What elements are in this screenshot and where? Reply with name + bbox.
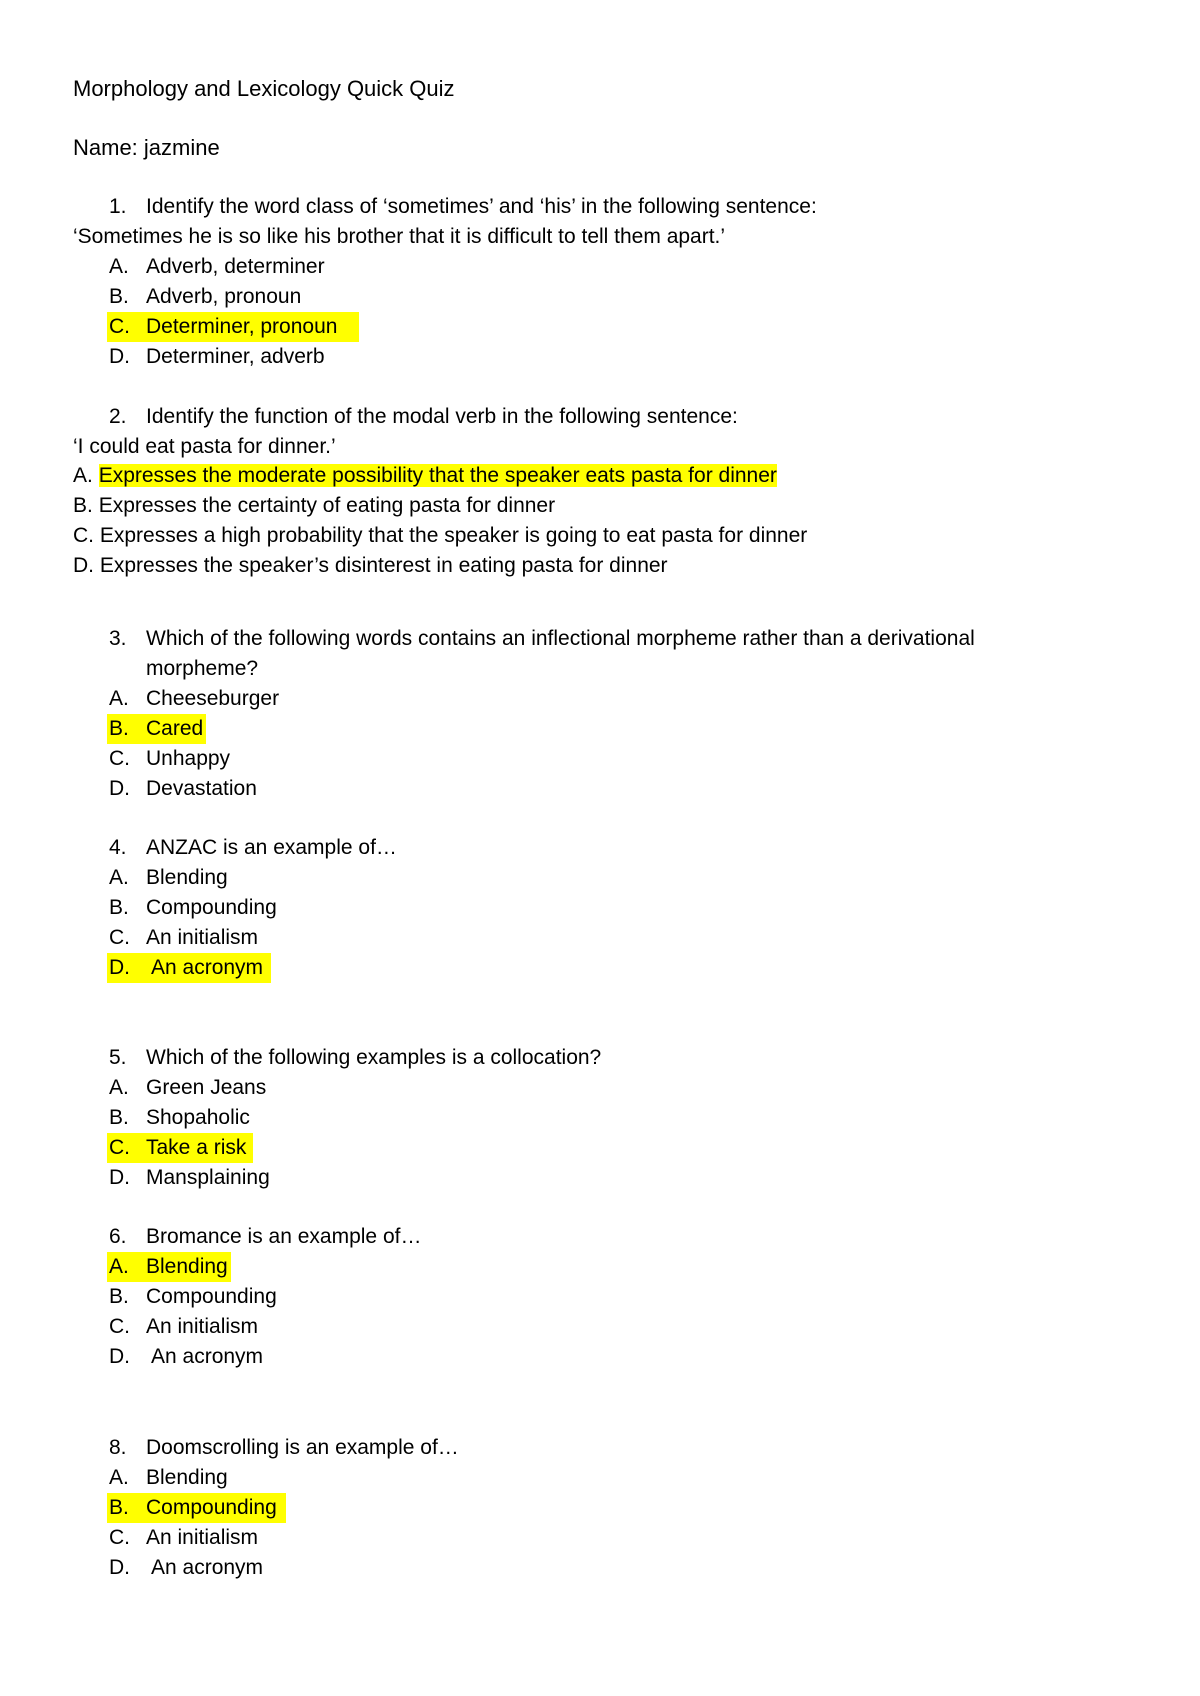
question-6-option-b bbox=[0, 1282, 1200, 1312]
option-letter: D. bbox=[109, 345, 130, 368]
question-text: Which of the following words contains an inflectional morpheme rather than a derivational bbox=[146, 627, 975, 650]
question-8-option-d bbox=[0, 1553, 1200, 1583]
option-letter: A. bbox=[109, 1076, 129, 1099]
option-text: An initialism bbox=[146, 1315, 259, 1338]
question-1-option-b bbox=[0, 282, 1200, 312]
question-3-option-b bbox=[0, 714, 1200, 744]
option-text: Expresses the speaker’s disinterest in eating pasta for dinner bbox=[99, 554, 668, 577]
question-2-option-b bbox=[73, 491, 555, 521]
option-letter: A. bbox=[109, 1466, 129, 1489]
question-4-option-d bbox=[0, 953, 1200, 983]
option-letter: A. bbox=[109, 866, 129, 889]
option-letter: B. bbox=[109, 1285, 129, 1308]
question-5 bbox=[0, 1043, 1200, 1073]
option-text: Determiner, adverb bbox=[146, 345, 325, 368]
question-text: ANZAC is an example of… bbox=[146, 836, 397, 859]
option-letter: B. bbox=[73, 494, 93, 517]
question-6-option-a bbox=[0, 1252, 1200, 1282]
option-letter: A. bbox=[109, 687, 129, 710]
option-letter: B. bbox=[109, 285, 129, 308]
option-text: Unhappy bbox=[146, 747, 231, 770]
question-text: Which of the following examples is a collocation? bbox=[146, 1046, 602, 1069]
document-title: Morphology and Lexicology Quick Quiz bbox=[73, 76, 455, 101]
option-letter: D. bbox=[109, 1345, 130, 1368]
option-text: Green Jeans bbox=[146, 1076, 267, 1099]
option-letter: C. bbox=[109, 747, 130, 770]
question-3-option-a bbox=[0, 684, 1200, 714]
question-2-option-c bbox=[73, 521, 807, 551]
option-text: Compounding bbox=[146, 1496, 277, 1519]
question-8-option-b bbox=[0, 1493, 1200, 1523]
option-letter: B. bbox=[109, 717, 129, 740]
question-1-sentence: ‘Sometimes he is so like his brother that it is difficult to tell them apart.’ bbox=[73, 225, 726, 248]
option-letter: D. bbox=[109, 1166, 130, 1189]
option-text: Blending bbox=[146, 1255, 228, 1278]
question-3-continued bbox=[0, 654, 1200, 684]
question-3 bbox=[0, 624, 1200, 654]
question-text: Identify the word class of ‘sometimes’ and ‘his’ in the following sentence: bbox=[146, 195, 817, 218]
option-text: Adverb, determiner bbox=[146, 255, 325, 278]
option-text: Adverb, pronoun bbox=[146, 285, 302, 308]
option-letter: D. bbox=[109, 777, 130, 800]
question-number: 8. bbox=[109, 1436, 127, 1459]
question-text: Doomscrolling is an example of… bbox=[146, 1436, 459, 1459]
option-letter: C. bbox=[109, 1526, 130, 1549]
option-text: Expresses the certainty of eating pasta for dinner bbox=[98, 494, 556, 517]
option-letter: C. bbox=[109, 1315, 130, 1338]
question-8-option-a bbox=[0, 1463, 1200, 1493]
question-1-option-a bbox=[0, 252, 1200, 282]
question-4-option-a bbox=[0, 863, 1200, 893]
option-letter: A. bbox=[73, 464, 93, 487]
option-text: Take a risk bbox=[146, 1136, 247, 1159]
option-letter: C. bbox=[109, 315, 130, 338]
question-4 bbox=[0, 833, 1200, 863]
question-5-option-c bbox=[0, 1133, 1200, 1163]
option-text: Cheeseburger bbox=[146, 687, 280, 710]
question-2-option-d bbox=[73, 551, 668, 581]
option-letter: D. bbox=[73, 554, 94, 577]
question-text: Identify the function of the modal verb in the following sentence: bbox=[146, 405, 738, 428]
option-text: An initialism bbox=[146, 926, 259, 949]
question-number: 1. bbox=[109, 195, 127, 218]
option-letter: A. bbox=[109, 1255, 129, 1278]
question-1 bbox=[0, 192, 1200, 222]
question-number: 3. bbox=[109, 627, 127, 650]
option-letter: A. bbox=[109, 255, 129, 278]
question-3-option-d bbox=[0, 774, 1200, 804]
option-text: An acronym bbox=[151, 1556, 264, 1579]
question-number: 4. bbox=[109, 836, 127, 859]
question-2 bbox=[0, 402, 1200, 432]
option-text: Compounding bbox=[146, 1285, 277, 1308]
option-letter: D. bbox=[109, 956, 130, 979]
option-letter: D. bbox=[109, 1556, 130, 1579]
question-1-option-c bbox=[0, 312, 1200, 342]
question-text: morpheme? bbox=[146, 657, 259, 680]
option-text: An initialism bbox=[146, 1526, 259, 1549]
option-text: Expresses the moderate possibility that the speaker eats pasta for dinner bbox=[98, 464, 777, 487]
option-text: An acronym bbox=[151, 956, 264, 979]
question-2-option-a bbox=[73, 461, 777, 491]
question-5-option-a bbox=[0, 1073, 1200, 1103]
question-4-option-c bbox=[0, 923, 1200, 953]
question-4-option-b bbox=[0, 893, 1200, 923]
question-5-option-d bbox=[0, 1163, 1200, 1193]
question-8 bbox=[0, 1433, 1200, 1463]
question-number: 2. bbox=[109, 405, 127, 428]
question-number: 5. bbox=[109, 1046, 127, 1069]
option-letter: C. bbox=[109, 926, 130, 949]
option-text: Expresses a high probability that the speaker is going to eat pasta for dinner bbox=[99, 524, 808, 547]
option-text: Mansplaining bbox=[146, 1166, 270, 1189]
question-6-option-d bbox=[0, 1342, 1200, 1372]
option-text: Devastation bbox=[146, 777, 257, 800]
option-letter: B. bbox=[109, 1106, 129, 1129]
question-6-option-c bbox=[0, 1312, 1200, 1342]
option-letter: C. bbox=[109, 1136, 130, 1159]
question-number: 6. bbox=[109, 1225, 127, 1248]
question-8-option-c bbox=[0, 1523, 1200, 1553]
option-text: Cared bbox=[146, 717, 204, 740]
option-text: Shopaholic bbox=[146, 1106, 250, 1129]
question-1-option-d bbox=[0, 342, 1200, 372]
option-text: Blending bbox=[146, 866, 228, 889]
question-text: Bromance is an example of… bbox=[146, 1225, 422, 1248]
option-text: Determiner, pronoun bbox=[146, 315, 338, 338]
option-text: Blending bbox=[146, 1466, 228, 1489]
option-text: An acronym bbox=[151, 1345, 264, 1368]
option-letter: B. bbox=[109, 896, 129, 919]
option-letter: B. bbox=[109, 1496, 129, 1519]
question-6 bbox=[0, 1222, 1200, 1252]
question-3-option-c bbox=[0, 744, 1200, 774]
question-5-option-b bbox=[0, 1103, 1200, 1133]
option-letter: C. bbox=[73, 524, 94, 547]
option-text: Compounding bbox=[146, 896, 277, 919]
question-2-sentence: ‘I could eat pasta for dinner.’ bbox=[73, 435, 336, 458]
student-name: Name: jazmine bbox=[73, 135, 220, 160]
